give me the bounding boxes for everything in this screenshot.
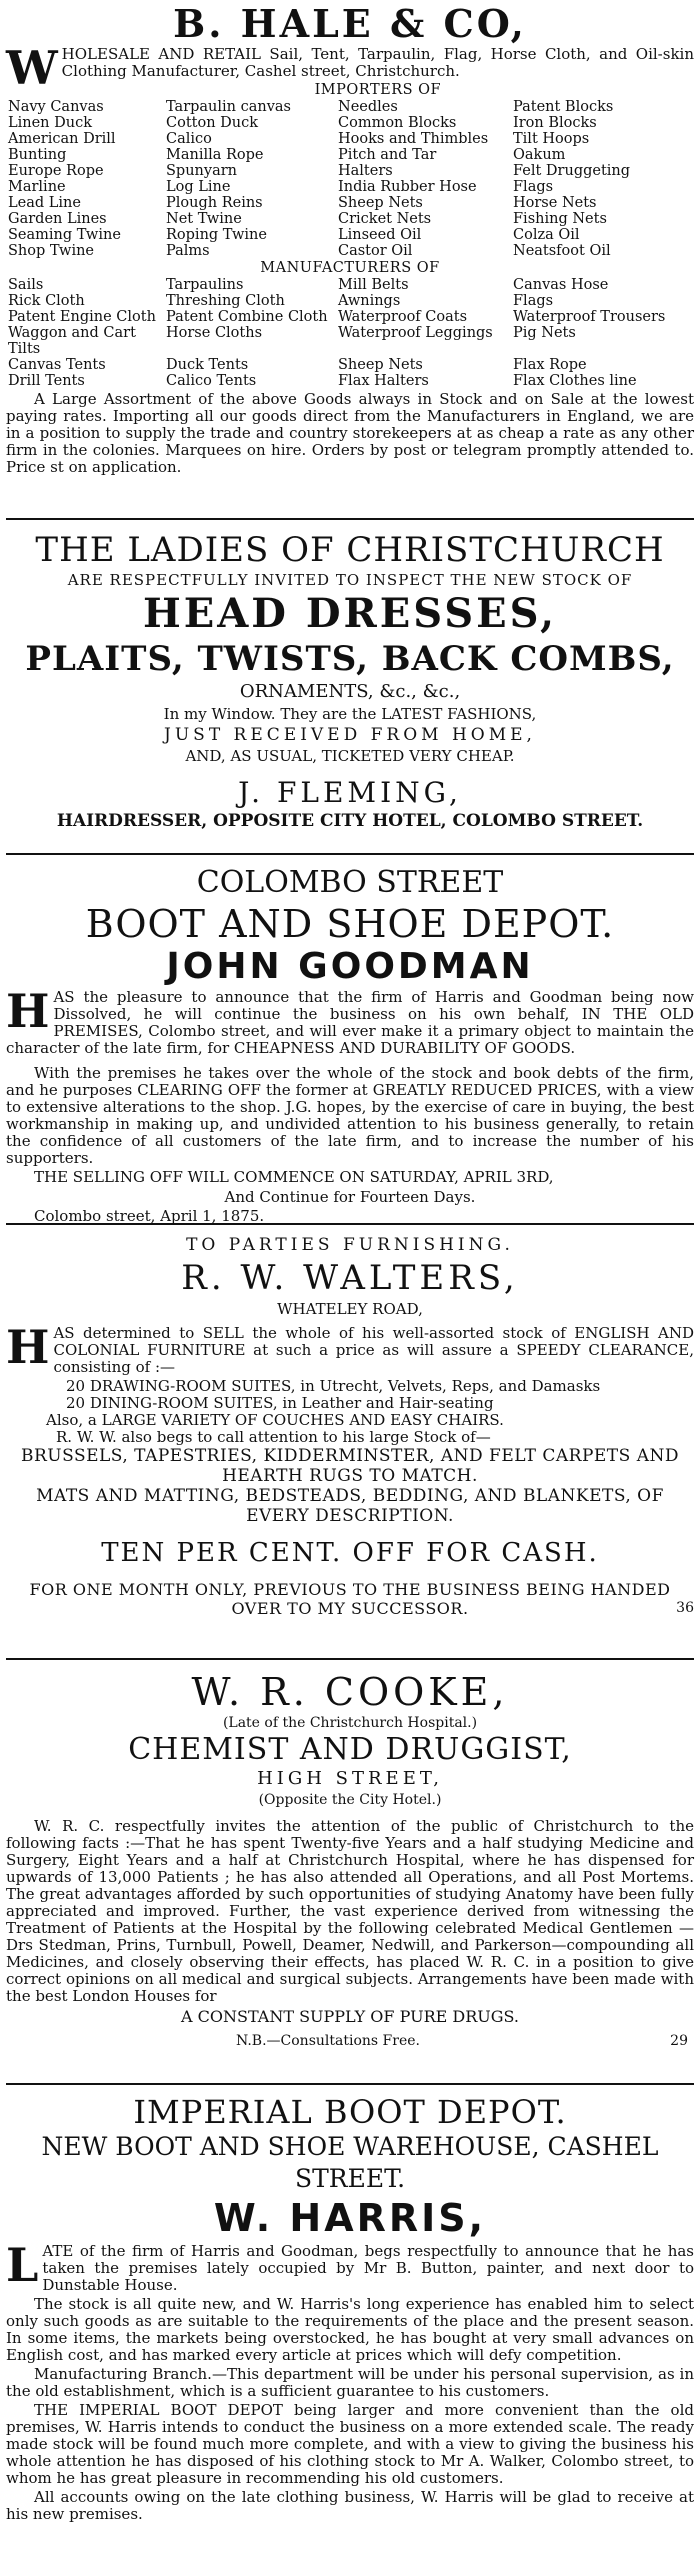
walters-road: WHATELEY ROAD,	[277, 1300, 423, 1318]
hale-manufacturers-heading: MANUFACTURERS OF	[260, 260, 440, 276]
hale-manufacturers-item: Drill Tents	[8, 373, 85, 389]
walters-name: R. W. WALTERS,	[181, 1258, 519, 1298]
hale-advertisement	[6, 0, 694, 520]
hale-importers-item: Plough Reins	[166, 195, 263, 211]
fleming-cheap: AND, AS USUAL, TICKETED VERY CHEAP.	[185, 747, 515, 765]
hale-manufacturers-item: Flax Halters	[338, 373, 429, 389]
hale-manufacturers-item: Sails	[8, 277, 44, 293]
hale-importers-item: Halters	[338, 163, 393, 179]
walters-number: 36	[676, 1600, 694, 1616]
hale-importers-item: American Drill	[8, 131, 116, 147]
harris-depot: IMPERIAL BOOT DEPOT.	[133, 2093, 567, 2131]
hale-importers-item: Sheep Nets	[338, 195, 423, 211]
hale-importers-item: Needles	[338, 99, 398, 115]
hale-importers-item: Flags	[513, 179, 554, 195]
hale-importers-item: Seaming Twine	[8, 227, 121, 243]
hale-importers-item: Cricket Nets	[338, 211, 432, 227]
harris-imperial: THE IMPERIAL BOOT DEPOT being larger and more convenient than the old premises, W. Harris intends to conduct the business on a more extended scale. The ready made stock will be found much more complete, and with a view to giving the business his whole attention he has disposed of his clothing stock to Mr A. Walker, Colombo street, to whom he has great pleasure in recommending his old customers.	[6, 2401, 694, 2487]
cooke-name: W. R. COOKE,	[191, 1670, 509, 1714]
goodman-premises: With the premises he takes over the whole of the stock and book debts of the firm, and he purposes CLEARING OFF the former at GREATLY REDUCED PRICES, with a view to extensive alterations to the shop. J.G. hopes, by the exercise of care in buying, the best workmanship in making up, and undivided attention to his business generally, to retain the confidence of all customers of the late firm, and to increase the number of his supporters.	[6, 1064, 694, 1167]
hale-importers-item: Patent Blocks	[513, 99, 614, 115]
hale-manufacturers-item: Awnings	[338, 293, 401, 309]
hale-manufacturers-list	[8, 277, 692, 389]
hale-manufacturers-item: Canvas Tents	[8, 357, 106, 373]
hale-importers-item: Shop Twine	[8, 243, 95, 259]
hale-manufacturers-item: Waggon and Cart Tilts	[8, 325, 136, 357]
hale-importers-item: Castor Oil	[338, 243, 413, 259]
hale-importers-item: Linen Duck	[8, 115, 93, 131]
goodman-duration: And Continue for Fourteen Days.	[224, 1188, 476, 1206]
hale-importers-item: Common Blocks	[338, 115, 457, 131]
hale-importers-item: Europe Rope	[8, 163, 104, 179]
hale-importers-item: Iron Blocks	[513, 115, 597, 131]
hale-manufacturers-item: Threshing Cloth	[166, 293, 285, 309]
walters-furnishing: TO PARTIES FURNISHING.	[186, 1235, 514, 1255]
hale-importers-item: Cotton Duck	[166, 115, 259, 131]
hale-importers-item: Pitch and Tar	[338, 147, 437, 163]
hale-importers-item: Navy Canvas	[8, 99, 104, 115]
walters-item: 20 DINING-ROOM SUITES, in Leather and Hair-seating	[66, 1394, 494, 1412]
hale-importers-list	[8, 99, 692, 259]
hale-importers-item: Roping Twine	[166, 227, 267, 243]
walters-offer: TEN PER CENT. OFF FOR CASH.	[101, 1538, 599, 1568]
hale-importers-item: India Rubber Hose	[338, 179, 477, 195]
goodman-depot: BOOT AND SHOE DEPOT.	[85, 902, 615, 946]
hale-manufacturers-item: Flax Clothes line	[513, 373, 637, 389]
goodman-street: COLOMBO STREET	[196, 865, 504, 900]
cooke-street: HIGH STREET,	[257, 1768, 443, 1789]
hale-importers-item: Spunyarn	[166, 163, 237, 179]
hale-importers-item: Bunting	[8, 147, 67, 163]
cooke-number: 29	[670, 2033, 688, 2049]
fleming-headline: THE LADIES OF CHRISTCHURCH	[35, 530, 665, 570]
hale-manufacturers-item: Waterproof Coats	[338, 309, 468, 325]
hale-manufacturers-item: Duck Tents	[166, 357, 249, 373]
walters-mats: MATS AND MATTING, BEDSTEADS, BEDDING, AND BLANKETS, OF EVERY DESCRIPTION.	[36, 1486, 664, 1526]
cooke-footer	[6, 2033, 694, 2055]
hale-importers-item: Net Twine	[166, 211, 242, 227]
hale-manufacturers-item: Rick Cloth	[8, 293, 85, 309]
hale-importers-item: Colza Oil	[513, 227, 580, 243]
fleming-address: HAIRDRESSER, OPPOSITE CITY HOTEL, COLOMBO STREET.	[56, 811, 644, 831]
harris-accounts: All accounts owing on the late clothing business, W. Harris will be glad to receive at his new premises.	[6, 2488, 694, 2523]
hale-importers-item: Manilla Rope	[166, 147, 264, 163]
cooke-opposite: (Opposite the City Hotel.)	[258, 1792, 442, 1808]
fleming-name: J. FLEMING,	[238, 776, 462, 809]
walters-item: 20 DRAWING-ROOM SUITES, in Utrecht, Velvets, Reps, and Damasks	[66, 1377, 601, 1395]
hale-importers-item: Tarpaulin canvas	[166, 99, 291, 115]
goodman-name: JOHN GOODMAN	[166, 946, 534, 987]
walters-item: R. W. W. also begs to call attention to his large Stock of—	[56, 1428, 491, 1446]
cooke-title: CHEMIST AND DRUGGIST,	[128, 1732, 572, 1767]
harris-advertisement	[6, 2085, 694, 2523]
hale-importers-item: Marline	[8, 179, 66, 195]
hale-manufacturers-item: Waterproof Trousers	[513, 309, 666, 325]
hale-manufacturers-item: Flags	[513, 293, 554, 309]
walters-one-month: FOR ONE MONTH ONLY, PREVIOUS TO THE BUSINESS BEING HANDED OVER TO MY SUCCESSOR.	[29, 1580, 671, 1618]
harris-stock: The stock is all quite new, and W. Harris's long experience has enabled him to select only such goods as are suitable to the requirements of the place and the present season. In some items, the markets being overstocked, he has bought at very small advances on English cost, and has marked every article at prices which will defy competition.	[6, 2295, 694, 2364]
harris-manufacturing: Manufacturing Branch.—This department will be under his personal supervision, as in the old establishment, which is a sufficient guarantee to his customers.	[6, 2365, 694, 2400]
goodman-selling-off: THE SELLING OFF WILL COMMENCE ON SATURDAY, APRIL 3RD,	[34, 1168, 554, 1186]
hale-manufacturers-item: Calico Tents	[166, 373, 257, 389]
fleming-invitation: ARE RESPECTFULLY INVITED TO INSPECT THE NEW STOCK OF	[67, 571, 633, 589]
hale-importers-item: Palms	[166, 243, 210, 259]
hale-importers-item: Garden Lines	[8, 211, 107, 227]
hale-intro: WHOLESALE AND RETAIL Sail, Tent, Tarpaulin, Flag, Horse Cloth, and Oil-skin Clothing Manufacturer, Cashel street, Christchurch.	[6, 41, 694, 95]
hale-manufacturers-item: Pig Nets	[513, 325, 576, 341]
hale-importers-item: Hooks and Thimbles	[338, 131, 489, 147]
cooke-supply: A CONSTANT SUPPLY OF PURE DRUGS.	[181, 2007, 519, 2026]
hale-importers-item: Lead Line	[8, 195, 81, 211]
walters-carpets: BRUSSELS, TAPESTRIES, KIDDERMINSTER, AND FELT CARPETS AND HEARTH RUGS TO MATCH.	[21, 1446, 679, 1486]
walters-items	[6, 1378, 694, 1446]
fleming-window: In my Window. They are the LATEST FASHIONS,	[163, 705, 537, 723]
hale-importers-item: Linseed Oil	[338, 227, 422, 243]
hale-manufacturers-item: Tarpaulins	[166, 277, 244, 293]
hale-importers-item: Horse Nets	[513, 195, 597, 211]
fleming-advertisement	[6, 520, 694, 855]
hale-manufacturers-item: Horse Cloths	[166, 325, 263, 341]
hale-manufacturers-item: Waterproof Leggings	[338, 325, 493, 341]
hale-manufacturers-item: Flax Rope	[513, 357, 587, 373]
walters-item: Also, a LARGE VARIETY OF COUCHES AND EASY CHAIRS.	[46, 1411, 504, 1429]
harris-name: W. HARRIS,	[213, 2196, 487, 2240]
hale-importers-heading: IMPORTERS OF	[314, 82, 442, 98]
harris-announcement: LATE of the firm of Harris and Goodman, begs respectfully to announce that he has taken the premises lately occupied by Mr B. Button, painter, and next door to Dunstable House.	[6, 2238, 694, 2294]
hale-manufacturers-item: Patent Engine Cloth	[8, 309, 156, 325]
goodman-announcement: HAS the pleasure to announce that the firm of Harris and Goodman being now Dissolved, he will continue the business on his own behalf, IN THE OLD PREMISES, Colombo street, and will ever make it a primary object to maintain the character of the late firm, for CHEAPNESS AND DURABILITY OF GOODS.	[6, 984, 694, 1057]
cooke-late: (Late of the Christchurch Hospital.)	[222, 1715, 478, 1731]
fleming-plaits: PLAITS, TWISTS, BACK COMBS,	[25, 639, 675, 679]
hale-importers-item: Neatsfoot Oil	[513, 243, 611, 259]
fleming-ornaments: ORNAMENTS, &c., &c.,	[239, 681, 461, 702]
hale-importers-item: Log Line	[166, 179, 231, 195]
walters-intro: HAS determined to SELL the whole of his well-assorted stock of ENGLISH AND COLONIAL FURNITURE at such a price as will assure a SPEEDY CLEARANCE, consisting of :—	[6, 1320, 694, 1376]
hale-importers-item: Tilt Hoops	[513, 131, 590, 147]
goodman-date: Colombo street, April 1, 1875.	[34, 1207, 265, 1225]
fleming-head-dresses: HEAD DRESSES,	[142, 590, 558, 637]
hale-manufacturers-item: Sheep Nets	[338, 357, 423, 373]
walters-advertisement	[6, 1225, 694, 1660]
hale-importers-item: Calico	[166, 131, 212, 147]
cooke-body: W. R. C. respectfully invites the attention of the public of Christchurch to the following facts :—That he has spent Twenty-five Years and a half studying Medicine and Surgery, Eight Years and a half at Christchurch Hospital, where he has dispensed for upwards of 13,000 Patients ; he has also attended all Operations, and all Post Mortems. The great advantages afforded by such opportunities of studying Anatomy have been fully appreciated and improved. Further, the vast experience derived from witnessing the Treatment of Patients at the Hospital by the following celebrated Medical Gentlemen —Drs Stedman, Prins, Turnbull, Powell, Deamer, Nedwill, and Parkerson—compounding all Medicines, and closely observing their effects, has placed W. R. C. in a position to give correct opinions on all medical and surgical subjects. Arrangements have been made with the best London Houses for	[6, 1817, 694, 2005]
hale-manufacturers-item: Patent Combine Cloth	[166, 309, 328, 325]
hale-importers-item: Oakum	[513, 147, 566, 163]
hale-manufacturers-item: Canvas Hose	[513, 277, 609, 293]
cooke-nb: N.B.—Consultations Free.	[236, 2033, 420, 2049]
harris-warehouse: NEW BOOT AND SHOE WAREHOUSE, CASHEL STREET.	[41, 2132, 659, 2193]
hale-importers-item: Fishing Nets	[513, 211, 607, 227]
cooke-advertisement	[6, 1660, 694, 2085]
fleming-received: JUST RECEIVED FROM HOME,	[164, 725, 536, 745]
hale-importers-item: Felt Druggeting	[513, 163, 631, 179]
hale-title: B. HALE & CO,	[173, 1, 527, 46]
hale-manufacturers-item: Mill Belts	[338, 277, 409, 293]
hale-body: A Large Assortment of the above Goods always in Stock and on Sale at the lowest paying rates. Importing all our goods direct from the Manufacturers in England, we are in a position to supply the trade and country storekeepers at as cheap a rate as any other firm in the colonies. Marquees on hire. Orders by post or telegram promptly attended to. Price st on application.	[6, 390, 694, 476]
goodman-advertisement	[6, 855, 694, 1225]
